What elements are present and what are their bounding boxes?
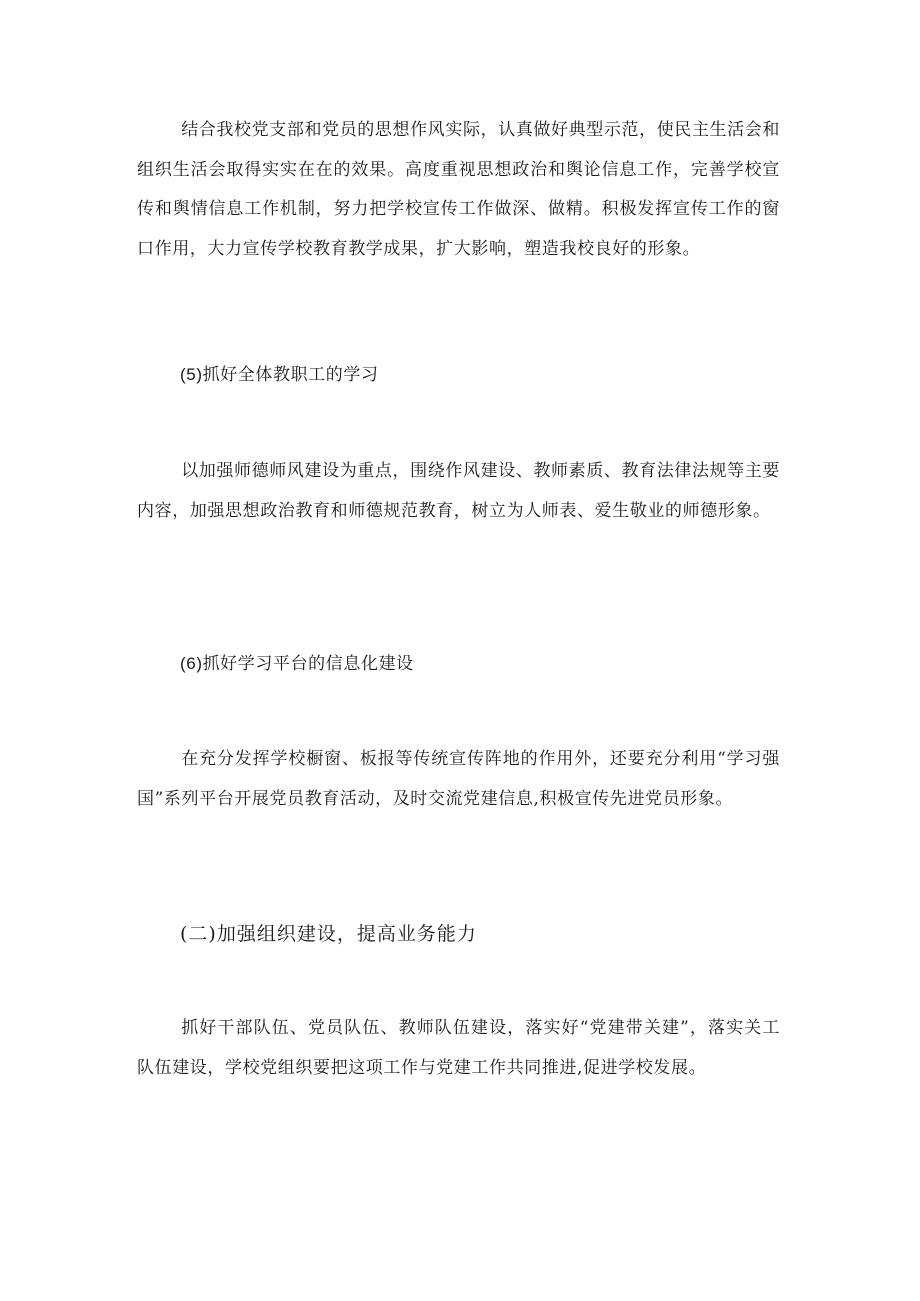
body-paragraph: 在充分发挥学校橱窗、板报等传统宣传阵地的作用外，还要充分利用“学习强国”系列平台开展党员教育活动，及时交流党建信息,积极宣传先进党员形象。 [137,749,780,809]
subsection-number: (5) [180,365,203,384]
subsection-title: 抓好学习平台的信息化建设 [202,654,414,674]
subsection-number: (6) [180,654,203,673]
subsection-heading-6 [180,652,414,676]
section-heading: (二)加强组织建设，提高业务能力 [180,923,477,945]
body-paragraph: 以加强师德师风建设为重点，围绕作风建设、教师素质、教育法律法规等主要内容，加强思想政治教育和师德规范教育，树立为人师表、爱生敬业的师德形象。 [137,461,780,521]
subsection-title: 抓好全体教职工的学习 [202,365,379,385]
body-paragraph: 结合我校党支部和党员的思想作风实际，认真做好典型示范，使民主生活会和组织生活会取得实实在在的效果。高度重视思想政治和舆论信息工作，完善学校宣传和舆情信息工作机制，努力把学校宣传工作做深、做精。积极发挥宣传工作的窗口作用，大力宣传学校教育教学成果，扩大影响，塑造我校良好的形象。 [137,120,780,259]
body-paragraph: 抓好干部队伍、党员队伍、教师队伍建设，落实好“党建带关建”，落实关工队伍建设，学校党组织要把这项工作与党建工作共同推进,促进学校发展。 [137,1018,780,1078]
subsection-heading-5 [180,363,379,387]
